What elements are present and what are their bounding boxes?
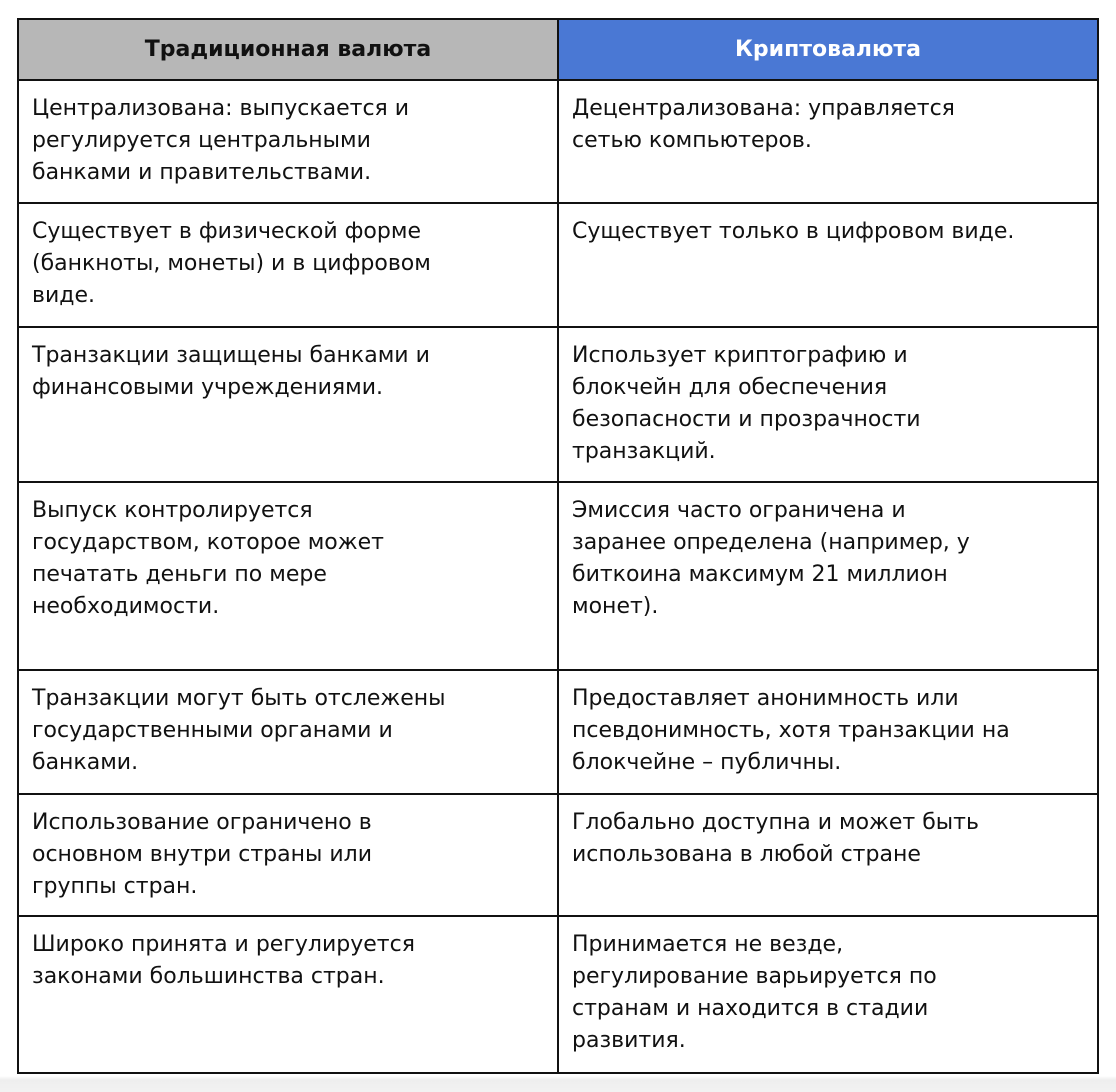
table-row: [18, 80, 1098, 203]
table-row: [18, 482, 1098, 670]
header-traditional-currency: Традиционная валюта: [18, 19, 558, 80]
traditional-cell: Существует в физической форме (банкноты, монеты) и в цифровом виде.: [18, 203, 558, 327]
crypto-cell: Децентрализована: управляется сетью компьютеров.: [558, 80, 1098, 203]
table-row: [18, 670, 1098, 794]
crypto-cell: Предоставляет анонимность или псевдонимность, хотя транзакции на блокчейне – публичны.: [558, 670, 1098, 794]
table-row: [18, 327, 1098, 482]
traditional-cell: Транзакции защищены банками и финансовыми учреждениями.: [18, 327, 558, 482]
traditional-cell: Выпуск контролируется государством, которое может печатать деньги по мере необходимости.: [18, 482, 558, 670]
header-cryptocurrency: Криптовалюта: [558, 19, 1098, 80]
crypto-cell: Принимается не везде, регулирование варьируется по странам и находится в стадии развития.: [558, 916, 1098, 1073]
header-row: [18, 19, 1098, 80]
traditional-cell: Широко принята и регулируется законами большинства стран.: [18, 916, 558, 1073]
table-row: [18, 203, 1098, 327]
comparison-table: [17, 18, 1099, 1074]
table-row: [18, 916, 1098, 1073]
crypto-cell: Глобально доступна и может быть использована в любой стране: [558, 794, 1098, 916]
crypto-cell: Существует только в цифровом виде.: [558, 203, 1098, 327]
table-row: [18, 794, 1098, 916]
traditional-cell: Централизована: выпускается и регулируется центральными банками и правительствами.: [18, 80, 558, 203]
traditional-cell: Использование ограничено в основном внутри страны или группы стран.: [18, 794, 558, 916]
traditional-cell: Транзакции могут быть отслежены государственными органами и банками.: [18, 670, 558, 794]
crypto-cell: Использует криптографию и блокчейн для обеспечения безопасности и прозрачности транзакций.: [558, 327, 1098, 482]
crypto-cell: Эмиссия часто ограничена и заранее определена (например, у биткоина максимум 21 миллион монет).: [558, 482, 1098, 670]
